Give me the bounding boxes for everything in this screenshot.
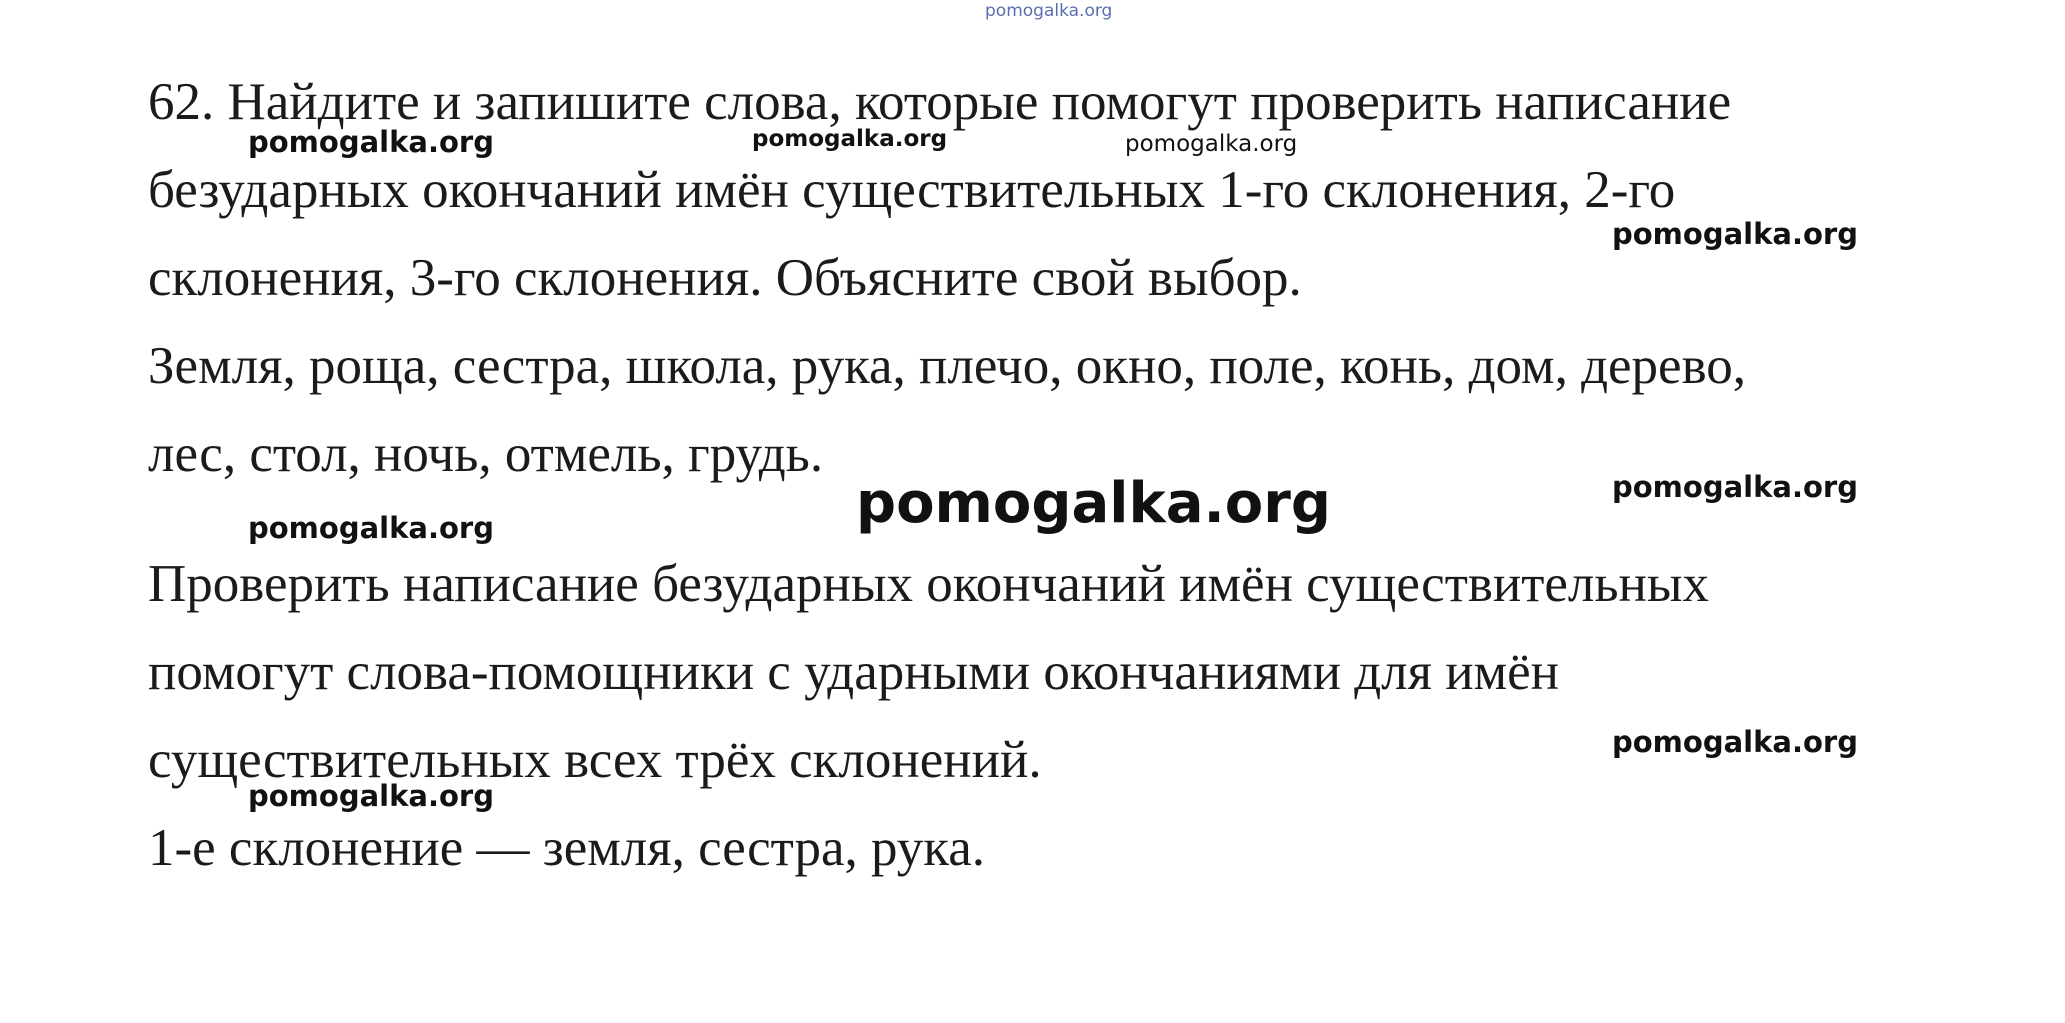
answer-line: 1-е склонение — земля, сестра, рука. [148,819,986,877]
explanation-line: существительных всех трёх склонений. [148,731,1042,789]
watermark: pomogalka.org [1612,217,1858,251]
task-line: безударных окончаний имён существительных 1-го склонения, 2-го [148,161,1676,219]
watermark-large: pomogalka.org [856,471,1331,536]
word-list-line: лес, стол, ночь, отмель, грудь. [148,425,824,483]
explanation-line: помогут слова-помощники с ударными окончаниями для имён [148,643,1560,701]
task-text [148,58,1948,322]
watermark: pomogalka.org [1612,470,1858,504]
watermark: pomogalka.org [752,126,948,152]
word-list-line: Земля, роща, сестра, школа, рука, плечо, окно, поле, конь, дом, дерево, [148,337,1746,395]
answer-text [148,804,1948,892]
watermark: pomogalka.org [248,779,494,813]
task-line: 62. Найдите и запишите слова, которые помогут проверить написание [148,73,1732,131]
explanation-line: Проверить написание безударных окончаний имён существительных [148,555,1710,613]
watermark: pomogalka.org [1125,131,1298,157]
watermark: pomogalka.org [248,511,494,545]
task-line: склонения, 3-го склонения. Объясните свой выбор. [148,249,1302,307]
watermark-top: pomogalka.org [985,1,1113,21]
watermark: pomogalka.org [1612,725,1858,759]
watermark: pomogalka.org [248,125,494,159]
explanation-text [148,540,1948,804]
